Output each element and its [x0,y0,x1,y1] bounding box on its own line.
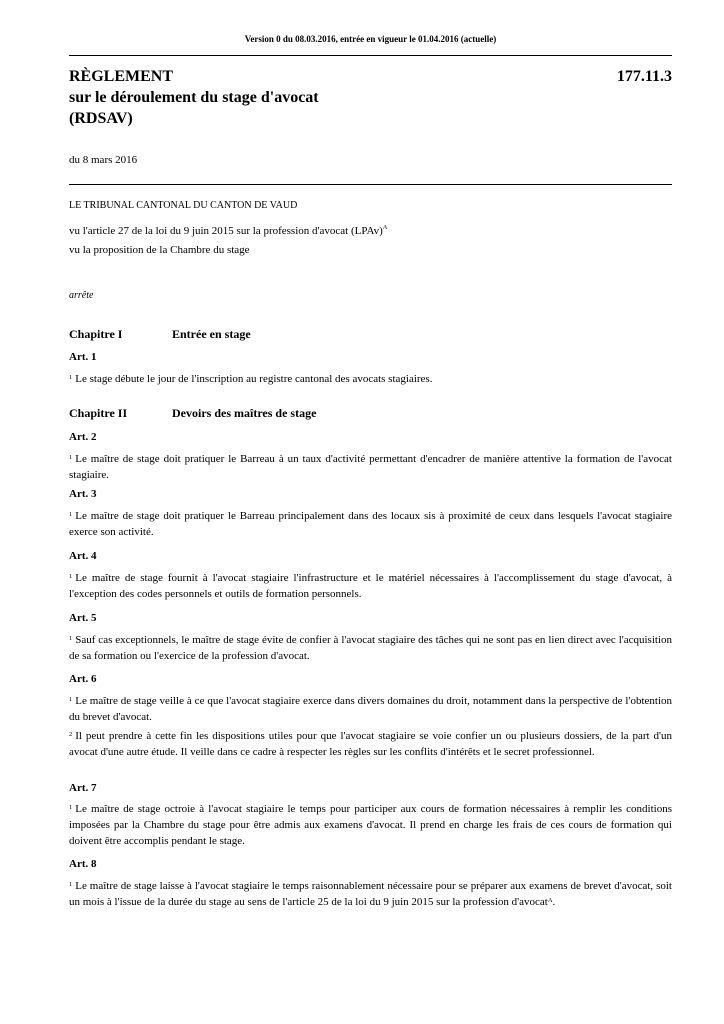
title-line-2: sur le déroulement du stage d'avocat [69,89,319,106]
footnote-ref[interactable]: A [547,897,553,904]
article-heading: Art. 5 [69,612,97,624]
footnote-ref[interactable]: A [382,224,388,231]
paragraph-text: Le stage débute le jour de l'inscription au registre cantonal des avocats stagiaires. [75,373,433,385]
paragraph-number: 2 [69,731,73,738]
paragraph-number: 1 [69,511,73,518]
article-heading: Art. 8 [69,858,97,870]
article-paragraph [69,632,672,664]
arrete-label: arrête [69,290,94,301]
title-divider [69,184,672,185]
paragraph-number: 1 [69,374,73,381]
preamble-vu-1 [69,225,387,237]
title-block [69,66,672,129]
preamble-vu-2: vu la proposition de la Chambre du stage [69,244,250,256]
adoption-date: du 8 mars 2016 [69,154,138,166]
title-line-3: (RDSAV) [69,110,133,127]
paragraph-text: Le maître de stage fournit à l'avocat stagiaire l'infrastructure et le matériel nécessaires à l'accomplissement du stage d'avocat, à l'exception des codes personnels et outils de formation personnels. [69,572,672,600]
article-paragraph [69,728,672,760]
paragraph-text: Le maître de stage laisse à l'avocat stagiaire le temps raisonnablement nécessaire pour se préparer aux examens de brevet d'avocat, soit un mois à l'issue de la durée du stage au sens de l'article 25 de la loi du 9 juin 2015 sur la profession d'avocat [69,880,672,908]
paragraph-text: Le maître de stage veille à ce que l'avocat stagiaire exerce dans divers domaines du droit, notamment dans la perspective de l'obtention du brevet d'avocat. [69,695,672,723]
article-paragraph [69,508,672,540]
article-paragraph [69,371,672,387]
article-paragraph [69,878,672,910]
paragraph-text: Sauf cas exceptionnels, le maître de stage évite de confier à l'avocat stagiaire des tâches qui ne sont pas en lien direct avec l'acquisition de sa formation ou l'exercice de la profession d'avocat. [69,634,672,662]
article-heading: Art. 2 [69,431,97,443]
chapter-number: Chapitre II [69,406,128,420]
article-paragraph [69,801,672,849]
article-paragraph [69,451,672,483]
paragraph-text: Le maître de stage doit pratiquer le Barreau à un taux d'activité permettant d'encadrer de manière attentive la formation de l'avocat stagiaire. [69,453,672,481]
regulation-number: 177.11.3 [616,68,672,85]
article-heading: Art. 4 [69,550,97,562]
top-divider [69,55,672,56]
issuing-authority: LE TRIBUNAL CANTONAL DU CANTON DE VAUD [69,200,298,211]
paragraph-text: Le maître de stage octroie à l'avocat stagiaire le temps pour participer aux cours de formation nécessaires à remplir les conditions imposées par la Chambre du stage pour être admis aux examens d'avocat. Il prend en charge les frais de ces cours de formation qui doivent être accomplis pendant le stage. [69,803,672,847]
version-note: Version 0 du 08.03.2016, entrée en vigueur le 01.04.2016 (actuelle) [244,34,497,44]
paragraph-number: 1 [69,635,73,642]
chapter-heading-1 [69,327,251,342]
chapter-heading-2 [69,406,316,421]
chapter-title: Entrée en stage [172,327,251,341]
paragraph-text: Le maître de stage doit pratiquer le Barreau principalement dans des locaux sis à proximité de ceux dans lesquels l'avocat stagiaire exerce son activité. [69,510,672,538]
paragraph-text: Il peut prendre à cette fin les dispositions utiles pour que l'avocat stagiaire se voie confier un ou plusieurs dossiers, de la part d'un avocat d'une autre étude. Il veille dans ce cadre à respecter les règles sur les conflits d'intérêts et le secret professionnel. [69,730,672,758]
paragraph-number: 1 [69,804,73,811]
title-line-1: RÈGLEMENT [69,68,174,85]
paragraph-end: . [552,896,556,908]
document-page [69,0,672,1024]
article-paragraph [69,570,672,602]
article-heading: Art. 6 [69,673,97,685]
article-paragraph [69,693,672,725]
paragraph-number: 1 [69,881,73,888]
paragraph-number: 1 [69,573,73,580]
paragraph-number: 1 [69,696,73,703]
article-heading: Art. 3 [69,488,97,500]
article-heading: Art. 1 [69,351,97,363]
chapter-title: Devoirs des maîtres de stage [172,406,317,420]
article-heading: Art. 7 [69,782,97,794]
paragraph-number: 1 [69,454,73,461]
preamble-vu-1-text: vu l'article 27 de la loi du 9 juin 2015 sur la profession d'avocat (LPAv) [69,225,383,237]
chapter-number: Chapitre I [69,327,123,341]
